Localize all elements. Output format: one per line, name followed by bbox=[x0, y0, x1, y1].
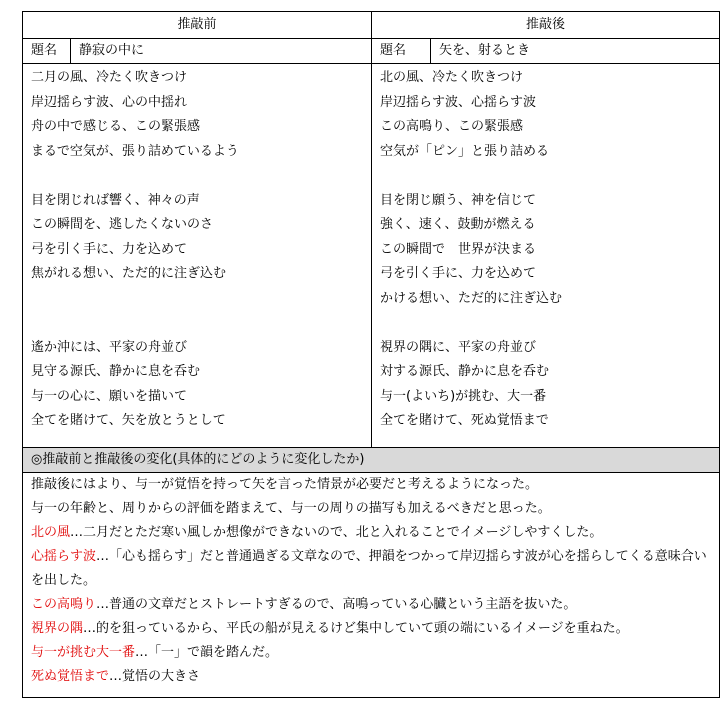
change-term: 視界の隅 bbox=[31, 621, 84, 636]
poem-line: 舟の中で感じる、この緊張感 bbox=[31, 119, 201, 134]
before-header: 推敲前 bbox=[177, 17, 217, 32]
before-poem bbox=[23, 66, 239, 434]
poem-line: 弓を引く手に、力を込めて bbox=[380, 266, 537, 281]
change-item bbox=[31, 617, 711, 641]
poem-line: 岸辺揺らす波、心の中揺れ bbox=[31, 94, 188, 110]
poem-line: 空気が「ピン」と張り詰める bbox=[380, 143, 550, 159]
poem-line: 目を閉じ願う、神を信じて bbox=[380, 192, 537, 208]
poem-line: 遙か沖には、平家の舟並び bbox=[31, 339, 188, 355]
poem-line bbox=[372, 164, 562, 189]
revision-table bbox=[22, 11, 720, 698]
poem-line: 対する源氏、静かに息を呑む bbox=[380, 364, 550, 379]
poem-line: 目を閉じれば響く、神々の声 bbox=[31, 192, 200, 208]
before-title-label: 題名 bbox=[31, 43, 58, 58]
change-text: …二月だとただ寒い風しか想像ができないので、北と入れることでイメージしやすくした。 bbox=[70, 525, 603, 540]
change-text: …「一」で韻を踏んだ。 bbox=[135, 645, 279, 660]
change-item bbox=[31, 665, 711, 689]
change-item bbox=[31, 521, 711, 545]
change-text: …的を狙っているから、平氏の船が見えるけど集中していて頭の端にいるイメージを重ねた。 bbox=[83, 621, 629, 636]
change-term: 北の風 bbox=[31, 525, 71, 540]
change-item bbox=[31, 545, 711, 593]
changes-intro: 推敲後にはより、与一が覚悟を持って矢を言った情景が必要だと考えるようになった。 bbox=[31, 477, 539, 492]
change-text: …「心も揺らす」だと普通過ぎる文章なので、押韻をつかって岸辺揺らす波が心を揺らしてくる意味合いを出した。 bbox=[31, 549, 707, 588]
poem-line: 岸辺揺らす波、心揺らす波 bbox=[380, 94, 537, 110]
change-item bbox=[31, 641, 711, 665]
poem-line: 与一の心に、願いを描いて bbox=[31, 388, 188, 404]
before-title-value: 静寂の中に bbox=[79, 43, 145, 58]
change-term: 心揺らす波 bbox=[31, 549, 97, 564]
poem-line: 全てを賭けて、矢を放とうとして bbox=[31, 413, 226, 428]
poem-line: 北の風、冷たく吹きつけ bbox=[380, 70, 524, 85]
poem-line bbox=[372, 311, 562, 336]
poem-line: 全てを賭けて、死ぬ覚悟まで bbox=[380, 413, 549, 428]
poem-line: 与一(よいち)が挑む、大一番 bbox=[380, 388, 547, 404]
change-item bbox=[31, 593, 711, 617]
poem-line bbox=[23, 311, 239, 336]
poem-line: まるで空気が、張り詰めているよう bbox=[31, 143, 239, 159]
poem-line bbox=[23, 164, 239, 189]
after-title-label: 題名 bbox=[380, 43, 407, 58]
changes-body bbox=[23, 473, 719, 689]
after-poem bbox=[372, 66, 562, 434]
changes-header: ◎推敲前と推敲後の変化(具体的にどのように変化したか) bbox=[23, 448, 719, 472]
change-text: …普通の文章だとストレートすぎるので、高鳴っている心臓という主語を抜いた。 bbox=[96, 597, 577, 612]
poem-line: 視界の隅に、平家の舟並び bbox=[380, 339, 537, 355]
change-text: …覚悟の大きさ bbox=[109, 669, 201, 684]
poem-line: 弓を引く手に、力を込めて bbox=[31, 241, 188, 257]
poem-line: この瞬間で 世界が決まる bbox=[380, 241, 537, 257]
poem-line: 焦がれる想い、ただ的に注ぎ込む bbox=[31, 266, 227, 281]
after-header: 推敲後 bbox=[525, 17, 565, 32]
change-term: 与一が挑む大一番 bbox=[31, 645, 136, 660]
change-term: 死ぬ覚悟まで bbox=[31, 669, 110, 684]
poem-line: 見守る源氏、静かに息を呑む bbox=[31, 364, 201, 379]
poem-line: 強く、速く、鼓動が燃える bbox=[380, 217, 536, 232]
change-term: この高鳴り bbox=[31, 597, 97, 612]
poem-line: かける想い、ただ的に注ぎ込む bbox=[380, 290, 563, 306]
poem-line: この高鳴り、この緊張感 bbox=[380, 119, 524, 134]
after-title-value: 矢を、射るとき bbox=[439, 43, 531, 58]
poem-line: 二月の風、冷たく吹きつけ bbox=[31, 70, 188, 85]
poem-line bbox=[23, 287, 239, 312]
poem-line: この瞬間を、逃したくないのさ bbox=[31, 217, 214, 232]
title-row-divider bbox=[23, 63, 719, 64]
changes-intro: 与一の年齢と、周りからの評価を踏まえて、与一の周りの描写も加えるべきだと思った。 bbox=[31, 501, 551, 516]
